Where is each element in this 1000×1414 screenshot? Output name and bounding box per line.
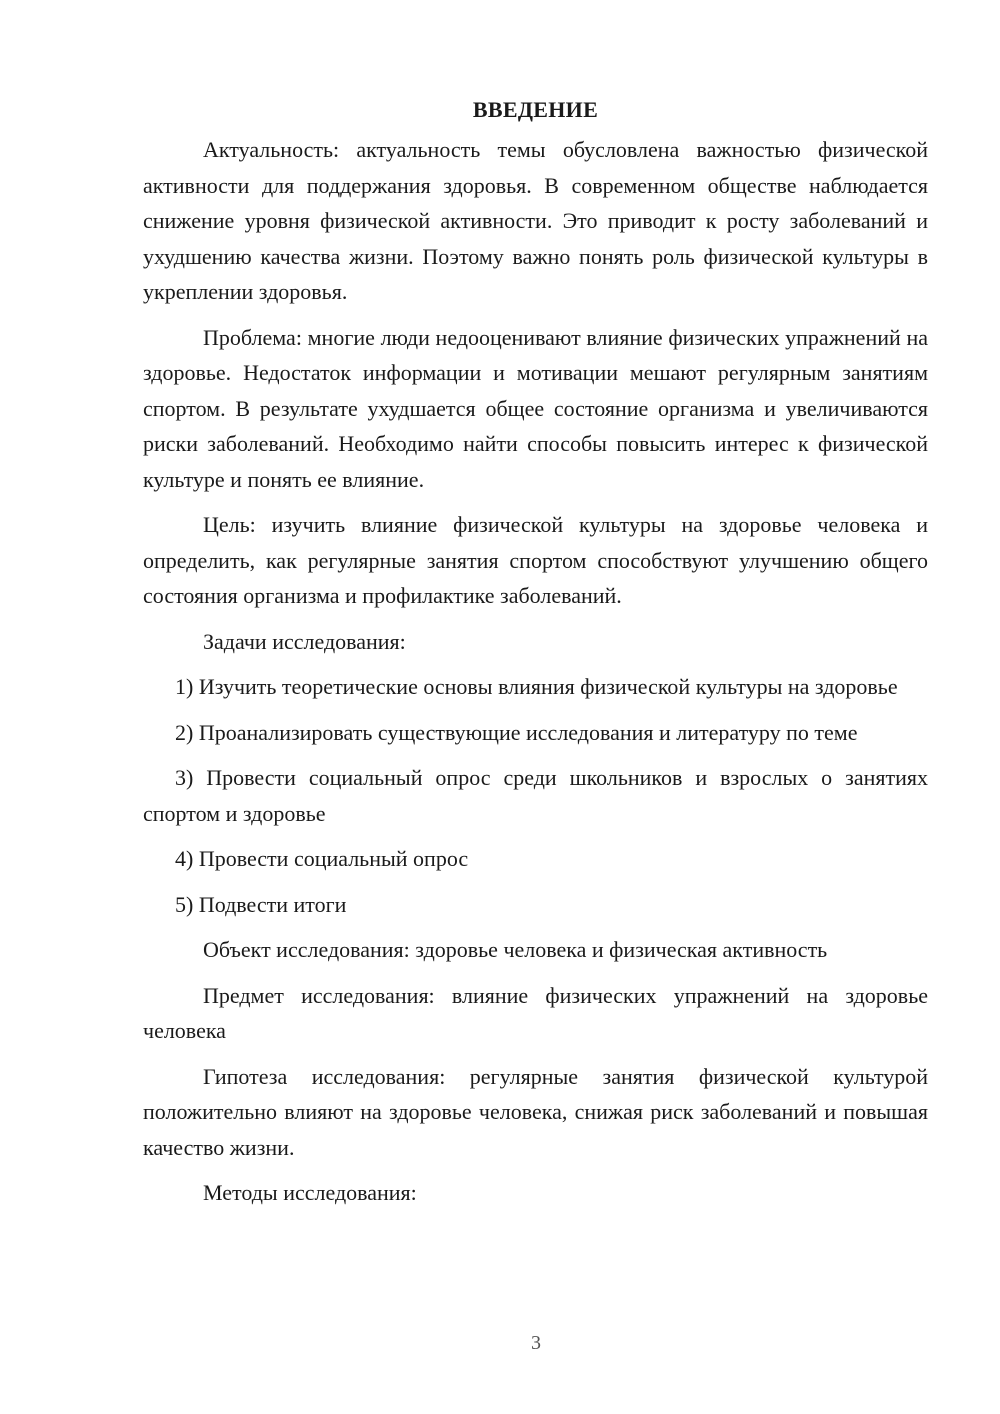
tasks-title: Задачи исследования: <box>203 628 406 654</box>
task-item: 4) Провести социальный опрос <box>175 846 469 871</box>
section-heading: ВВЕДЕНИЕ <box>472 97 599 122</box>
task-item: 3) Провести социальный опрос среди школьников и взрослых о занятиях спортом и здоровье <box>143 765 928 826</box>
page-number: 3 <box>531 1332 541 1354</box>
subject-paragraph: Предмет исследования: влияние физических упражнений на здоровье человека <box>143 982 928 1043</box>
hypothesis-paragraph: Гипотеза исследования: регулярные занятия физической культурой положительно влияют на здоровье человека, снижая риск заболеваний и повышая качество жизни. <box>143 1063 928 1160</box>
problem-paragraph: Проблема: многие люди недооценивают влияние физических упражнений на здоровье. Недостаток информации и мотивации мешают регулярным занятиям спортом. В результате ухудшается общее состояние организма и увеличиваются риски заболеваний. Необходимо найти способы повысить интерес к физической культуре и понять ее влияние. <box>143 324 928 492</box>
task-item: 2) Проанализировать существующие исследования и литературу по теме <box>175 719 858 745</box>
relevance-paragraph: Актуальность: актуальность темы обусловлена важностью физической активности для поддержания здоровья. В современном обществе наблюдается снижение уровня физической активности. Это приводит к росту заболеваний и ухудшению качества жизни. Поэтому важно понять роль физической культуры в укреплении здоровья. <box>143 137 928 304</box>
document-page <box>143 92 928 1221</box>
goal-paragraph: Цель: изучить влияние физической культуры на здоровье человека и определить, как регулярные занятия спортом способствуют улучшению общего состояния организма и профилактике заболеваний. <box>143 512 928 608</box>
methods-title: Методы исследования: <box>203 1180 417 1205</box>
object-paragraph: Объект исследования: здоровье человека и физическая активность <box>203 937 828 962</box>
tasks-list <box>143 669 928 922</box>
task-item: 5) Подвести итоги <box>175 891 347 917</box>
task-item: 1) Изучить теоретические основы влияния физической культуры на здоровье <box>175 674 898 699</box>
